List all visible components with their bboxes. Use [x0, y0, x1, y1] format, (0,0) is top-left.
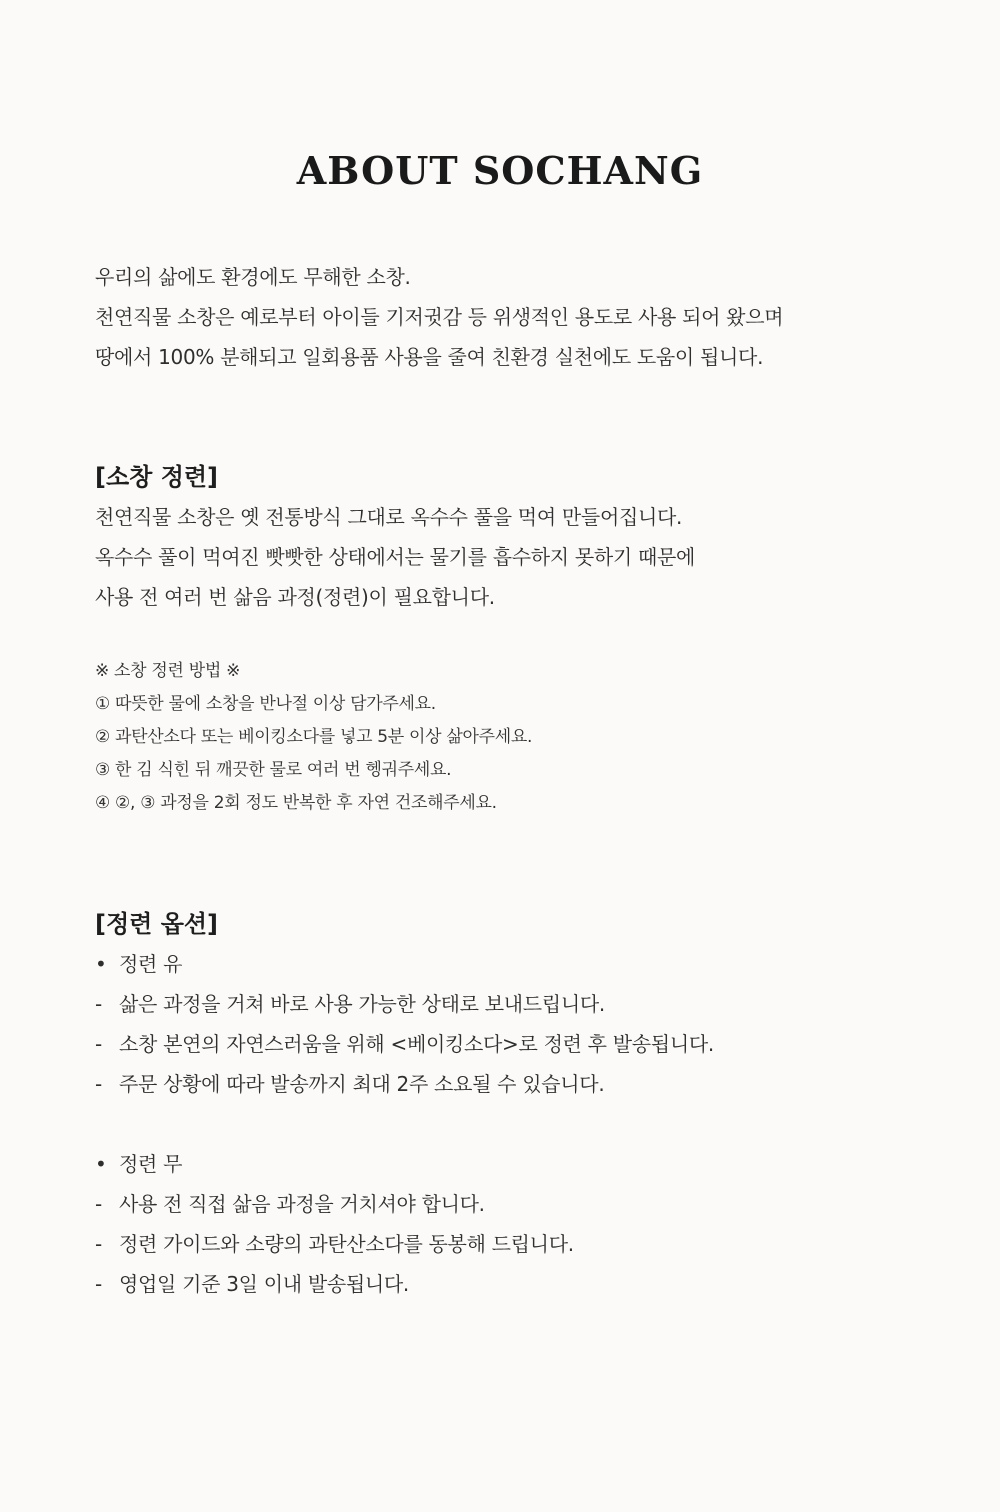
option-item: - 주문 상황에 따라 발송까지 최대 2주 소요될 수 있습니다. [95, 1064, 925, 1104]
option-item: - 정련 가이드와 소량의 과탄산소다를 동봉해 드립니다. [95, 1224, 925, 1264]
bullet-marker: • [95, 1152, 107, 1176]
refining-line: 사용 전 여러 번 삶음 과정(정련)이 필요합니다. [95, 585, 495, 609]
options-section [95, 904, 925, 1304]
method-step: ④ ②, ③ 과정을 2회 정도 반복한 후 자연 건조해주세요. [95, 793, 497, 813]
method-step: ③ 한 김 식힌 뒤 깨끗한 물로 여러 번 헹궈주세요. [95, 760, 452, 780]
refining-line: 옥수수 풀이 먹여진 빳빳한 상태에서는 물기를 흡수하지 못하기 때문에 [95, 545, 696, 569]
options-heading: [정련 옵션] [95, 910, 219, 938]
intro-line: 우리의 삶에도 환경에도 무해한 소창. [95, 265, 411, 289]
dash-marker: - [95, 1032, 102, 1056]
intro-line: 땅에서 100% 분해되고 일회용품 사용을 줄여 친환경 실천에도 도움이 됩니다. [95, 345, 764, 369]
refining-heading: [소창 정련] [95, 463, 219, 491]
dash-marker: - [95, 1192, 102, 1216]
dash-marker: - [95, 992, 102, 1016]
option-label-refined: • 정련 유 [95, 944, 925, 984]
page-title: ABOUT SOCHANG [296, 148, 704, 193]
refining-section [95, 457, 925, 617]
refining-line: 천연직물 소창은 옛 전통방식 그대로 옥수수 풀을 먹여 만들어집니다. [95, 505, 683, 529]
method-title: ※ 소창 정련 방법 ※ [95, 661, 241, 681]
intro-section [95, 257, 925, 377]
option-item: - 삶은 과정을 거쳐 바로 사용 가능한 상태로 보내드립니다. [95, 984, 925, 1024]
option-item: - 영업일 기준 3일 이내 발송됩니다. [95, 1264, 925, 1304]
intro-line: 천연직물 소창은 예로부터 아이들 기저귓감 등 위생적인 용도로 사용 되어 왔으며 [95, 305, 784, 329]
dash-marker: - [95, 1232, 102, 1256]
refining-method [95, 655, 925, 820]
bullet-marker: • [95, 952, 107, 976]
method-step: ② 과탄산소다 또는 베이킹소다를 넣고 5분 이상 삶아주세요. [95, 727, 533, 747]
option-label-unrefined: • 정련 무 [95, 1144, 925, 1184]
spacer [95, 1104, 925, 1144]
method-step: ① 따뜻한 물에 소창을 반나절 이상 담가주세요. [95, 694, 436, 714]
dash-marker: - [95, 1072, 102, 1096]
option-item: - 사용 전 직접 삶음 과정을 거치셔야 합니다. [95, 1184, 925, 1224]
dash-marker: - [95, 1272, 102, 1296]
option-item: - 소창 본연의 자연스러움을 위해 <베이킹소다>로 정련 후 발송됩니다. [95, 1024, 925, 1064]
